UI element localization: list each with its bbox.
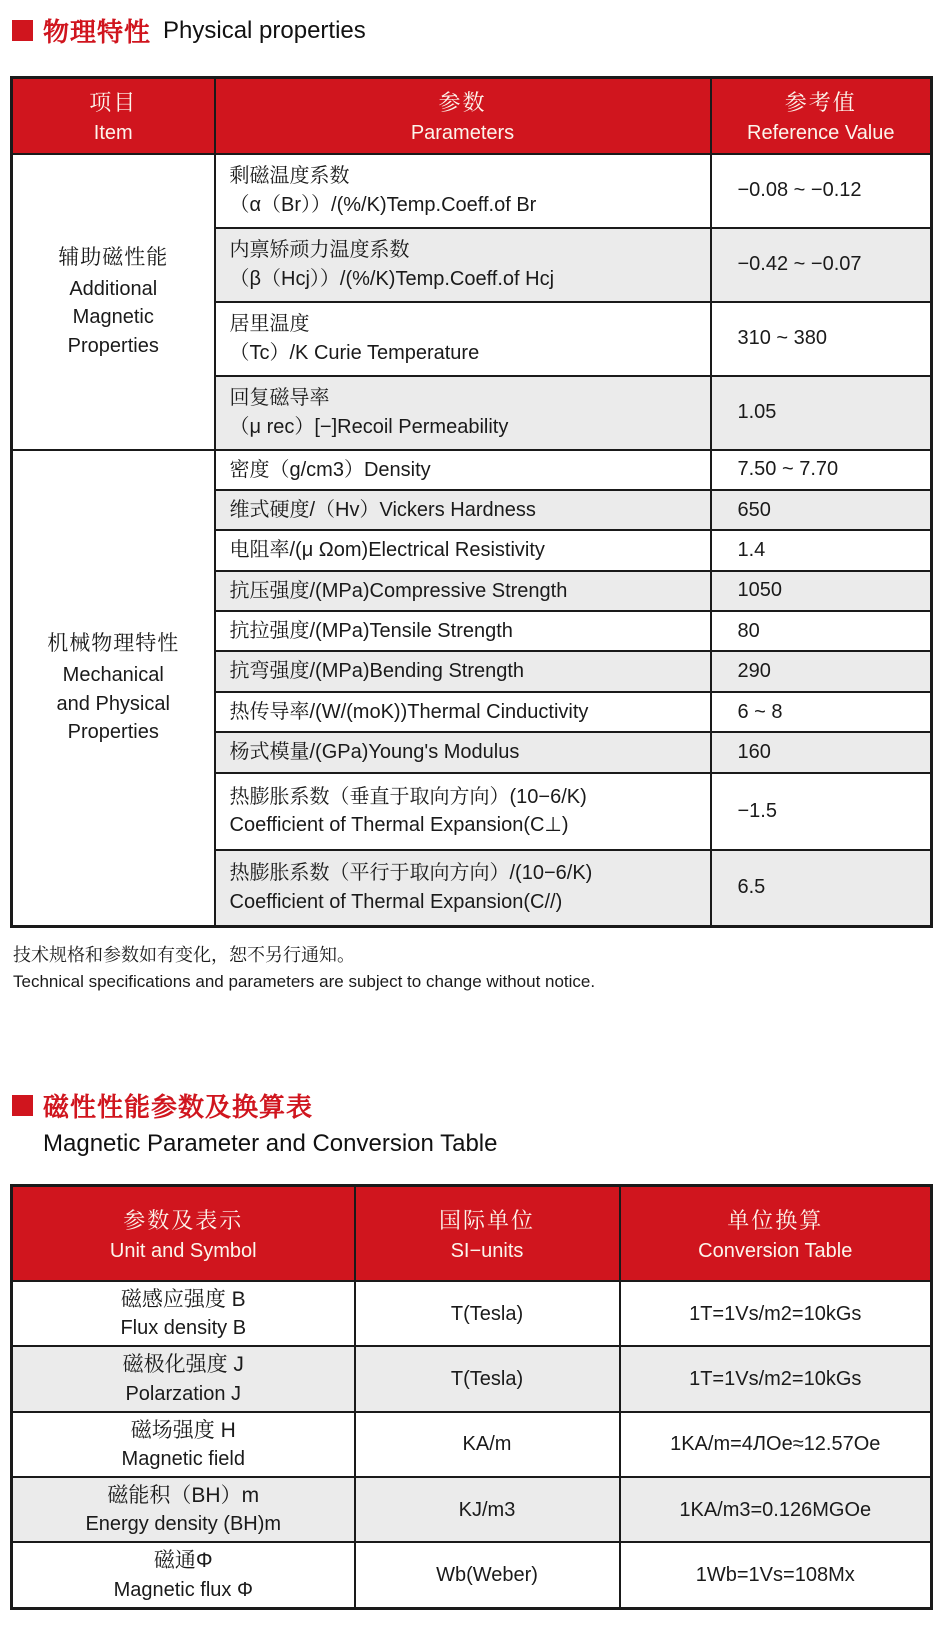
- param-cell: 居里温度 （Tc）/K Curie Temperature: [215, 302, 711, 376]
- param-cell: 维式硬度/（Hv）Vickers Hardness: [215, 490, 711, 530]
- symbol-cell: 磁能积（BH）m Energy density (BH)m: [12, 1477, 355, 1542]
- section1-title-en: Physical properties: [163, 16, 366, 44]
- table-row: [12, 1542, 932, 1608]
- physical-properties-table: [10, 76, 933, 928]
- red-square-bullet: [12, 1095, 33, 1116]
- table2-header-unit-symbol: 参数及表示 Unit and Symbol: [12, 1185, 355, 1281]
- table1-header-row: [12, 78, 932, 154]
- si-unit-cell: T(Tesla): [355, 1281, 620, 1346]
- group1-item-zh: 辅助磁性能: [58, 246, 169, 269]
- table-row: [12, 1281, 932, 1346]
- symbol-cell: 磁感应强度 B Flux density B: [12, 1281, 355, 1346]
- value-cell: 1.4: [711, 530, 932, 570]
- group2-item-zh: 机械物理特性: [47, 632, 180, 656]
- section1-title-zh: 物理特性: [43, 17, 152, 47]
- value-cell: 6.5: [711, 850, 932, 927]
- group2-item-en: Mechanical: [62, 664, 164, 687]
- group1-item-en: Properties: [67, 334, 159, 357]
- table1-header-reference: [711, 78, 932, 154]
- value-cell: 6 ~ 8: [711, 692, 932, 732]
- si-unit-cell: T(Tesla): [355, 1346, 620, 1411]
- table2-header-conversion: 单位换算 Conversion Table: [620, 1185, 932, 1281]
- section2-title-block: [10, 1087, 930, 1158]
- param-cell: 杨式模量/(GPa)Young's Modulus: [215, 732, 711, 772]
- symbol-cell: 磁极化强度 J Polarzation J: [12, 1346, 355, 1411]
- value-cell: 650: [711, 490, 932, 530]
- group1-item-en: Magnetic: [72, 306, 154, 329]
- value-cell: 7.50 ~ 7.70: [711, 450, 932, 490]
- value-cell: −1.5: [711, 773, 932, 850]
- header-reference-zh: 参考值: [784, 90, 857, 116]
- header-parameters-en: Parameters: [410, 122, 515, 145]
- table-row: [12, 1346, 932, 1411]
- section2-title-zh: 磁性性能参数及换算表: [43, 1091, 314, 1122]
- param-cell: 电阻率/(μ Ωom)Electrical Resistivity: [215, 530, 711, 570]
- conversion-table: [10, 1184, 933, 1610]
- disclaimer-en: Technical specifications and parameters are subject to change without notice.: [13, 972, 596, 992]
- table1-header-item: [12, 78, 215, 154]
- header-reference-en: Reference Value: [747, 122, 895, 145]
- group2-item-en: and Physical: [56, 692, 170, 715]
- group2-item-en: Properties: [67, 720, 159, 743]
- param-cell: 热膨胀系数（垂直于取向方向）(10−6/K) Coefficient of Thermal Expansion(C⊥): [215, 773, 711, 850]
- conversion-cell: 1Wb=1Vs=108Mx: [620, 1542, 932, 1608]
- group1-item-cell: [12, 154, 215, 450]
- value-cell: 160: [711, 732, 932, 772]
- param-cell: 内禀矫顽力温度系数 （β（Hcj））/(%/K)Temp.Coeff.of Hcj: [215, 228, 711, 302]
- group2-item-cell: [12, 450, 215, 927]
- group1-item-en: Additional: [69, 277, 158, 300]
- table2-header-row: [12, 1185, 932, 1281]
- conversion-cell: 1T=1Vs/m2=10kGs: [620, 1281, 932, 1346]
- value-cell: 1.05: [711, 376, 932, 450]
- param-cell: 热传导率/(W/(moK))Thermal Cinductivity: [215, 692, 711, 732]
- table-row: [12, 450, 932, 490]
- si-unit-cell: KJ/m3: [355, 1477, 620, 1542]
- section1-title: [12, 12, 930, 49]
- symbol-cell: 磁通Φ Magnetic flux Φ: [12, 1542, 355, 1608]
- param-cell: 密度（g/cm3）Density: [215, 450, 711, 490]
- section2-title-en: Magnetic Parameter and Conversion Table: [43, 1129, 498, 1157]
- param-cell: 抗拉强度/(MPa)Tensile Strength: [215, 611, 711, 651]
- table-row: [12, 1412, 932, 1477]
- param-cell: 抗压强度/(MPa)Compressive Strength: [215, 571, 711, 611]
- header-item-en: Item: [93, 122, 133, 145]
- table2-header-si-units: 国际单位 SI−units: [355, 1185, 620, 1281]
- table-row: [12, 1477, 932, 1542]
- symbol-cell: 磁场强度 H Magnetic field: [12, 1412, 355, 1477]
- table1-header-parameters: [215, 78, 711, 154]
- section2-title: [12, 1087, 930, 1124]
- disclaimer-zh: 技术规格和参数如有变化，恕不另行通知。: [13, 945, 355, 966]
- conversion-cell: 1KA/m3=0.126MGOe: [620, 1477, 932, 1542]
- param-cell: 热膨胀系数（平行于取向方向）/(10−6/K) Coefficient of Thermal Expansion(C//): [215, 850, 711, 927]
- param-cell: 回复磁导率 （μ rec）[−]Recoil Permeability: [215, 376, 711, 450]
- table-row: [12, 154, 932, 228]
- param-cell: 剩磁温度系数 （α（Br））/(%/K)Temp.Coeff.of Br: [215, 154, 711, 228]
- si-unit-cell: KA/m: [355, 1412, 620, 1477]
- disclaimer-note: [13, 942, 930, 995]
- value-cell: 310 ~ 380: [711, 302, 932, 376]
- header-item-zh: 项目: [89, 90, 138, 116]
- value-cell: −0.42 ~ −0.07: [711, 228, 932, 302]
- value-cell: 1050: [711, 571, 932, 611]
- value-cell: 290: [711, 651, 932, 691]
- red-square-bullet: [12, 20, 33, 41]
- header-parameters-zh: 参数: [438, 90, 487, 116]
- conversion-cell: 1T=1Vs/m2=10kGs: [620, 1346, 932, 1411]
- value-cell: −0.08 ~ −0.12: [711, 154, 932, 228]
- si-unit-cell: Wb(Weber): [355, 1542, 620, 1608]
- value-cell: 80: [711, 611, 932, 651]
- param-cell: 抗弯强度/(MPa)Bending Strength: [215, 651, 711, 691]
- conversion-cell: 1KA/m=4ЛOe≈12.57Oe: [620, 1412, 932, 1477]
